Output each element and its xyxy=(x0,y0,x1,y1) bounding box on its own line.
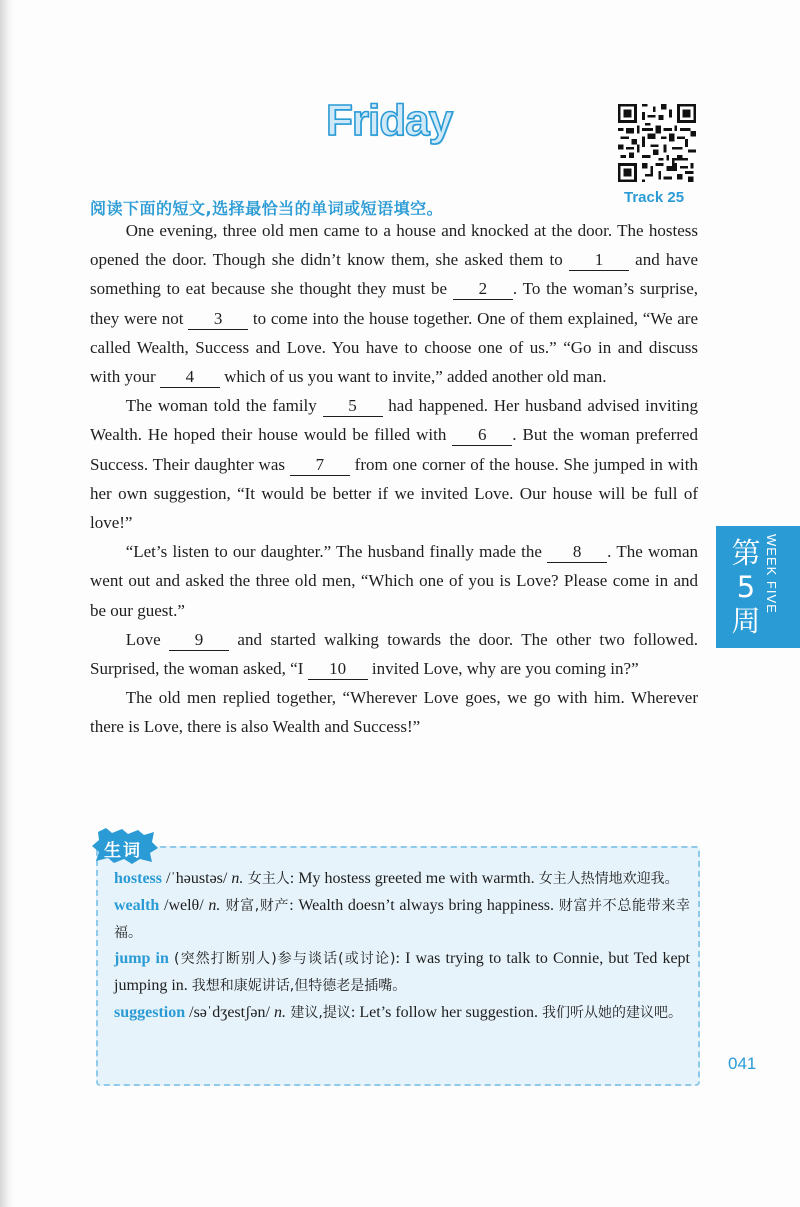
page-title: Friday xyxy=(326,96,453,145)
week-english-label: WEEK FIVE xyxy=(764,534,779,614)
qr-code-icon[interactable] xyxy=(618,104,696,182)
vocab-entry: wealth /welθ/ n. 财富,财产: Wealth doesn’t always bring happiness. 财富并不总能带来幸福。 xyxy=(114,896,691,941)
vocabulary-list xyxy=(114,866,690,1027)
blank-2: 2 xyxy=(453,279,513,300)
vocab-word: hostess xyxy=(114,870,163,887)
blank-4: 4 xyxy=(160,367,220,388)
week-side-tab xyxy=(716,526,800,648)
track-label: Track 25 xyxy=(624,189,685,206)
blank-3: 3 xyxy=(188,309,248,330)
page-binding-edge xyxy=(0,0,14,1207)
instruction-heading: 阅读下面的短文,选择最恰当的单词或短语填空。 xyxy=(90,199,444,218)
page-number: 041 xyxy=(728,1054,757,1073)
vocabulary-label: 生词 xyxy=(104,841,142,861)
vocab-word: suggestion xyxy=(114,1003,186,1021)
reading-passage xyxy=(90,216,698,742)
week-chinese-label: 第5周 xyxy=(731,536,761,638)
blank-10: 10 xyxy=(308,659,368,680)
blank-6: 6 xyxy=(452,425,512,446)
blank-8: 8 xyxy=(547,542,607,563)
blank-7: 7 xyxy=(290,455,350,476)
passage-paragraph: Love 9 and started walking towards the door. The other two followed. Surprised, the woman asked, “I 10 invited Love, why are you coming in?” xyxy=(90,629,698,679)
vocab-word: wealth xyxy=(114,896,160,914)
vocab-entry: jump in (突然打断别人)参与谈话(或讨论): I was trying to talk to Connie, but Ted kept jumping in. 我想和康妮讲话,但特德老是插嘴。 xyxy=(114,950,691,995)
blank-9: 9 xyxy=(169,630,229,651)
vocab-word: jump in xyxy=(114,950,169,968)
vocab-entry: suggestion /səˈdʒestʃən/ n. 建议,提议: Let’s follow her suggestion. 我们听从她的建议吧。 xyxy=(114,1003,682,1021)
passage-paragraph: One evening, three old men came to a house and knocked at the door. The hostess opened the door. Though she didn’t know them, she asked them to 1 and have something to eat because she thought they must be 2 . To the woman’s surprise, they were not 3 to come into the house together. One of them explained, “We are called Wealth, Success and Love. You have to choose one of us.” “Go in and discuss with your 4 which of us you want to invite,” added another old man. xyxy=(90,221,698,387)
blank-5: 5 xyxy=(323,396,383,417)
passage-paragraph: The woman told the family 5 had happened. Her husband advised inviting Wealth. He hoped their house would be filled with 6 . But the woman preferred Success. Their daughter was 7 from one corner of the house. She jumped in with her own suggestion, “It would be better if we invited Love. Our house will be full of love!” xyxy=(90,396,698,533)
vocab-entry: hostess /ˈhəustəs/ n. 女主人: My hostess greeted me with warmth. 女主人热情地欢迎我。 xyxy=(114,870,679,887)
blank-1: 1 xyxy=(569,250,629,271)
passage-paragraph: “Let’s listen to our daughter.” The husband finally made the 8 . The woman went out and asked the three old men, “Which one of you is Love? Please come in and be our guest.” xyxy=(90,542,699,620)
passage-paragraph: The old men replied together, “Wherever Love goes, we go with him. Wherever there is Love, there is also Wealth and Success!” xyxy=(90,688,698,737)
